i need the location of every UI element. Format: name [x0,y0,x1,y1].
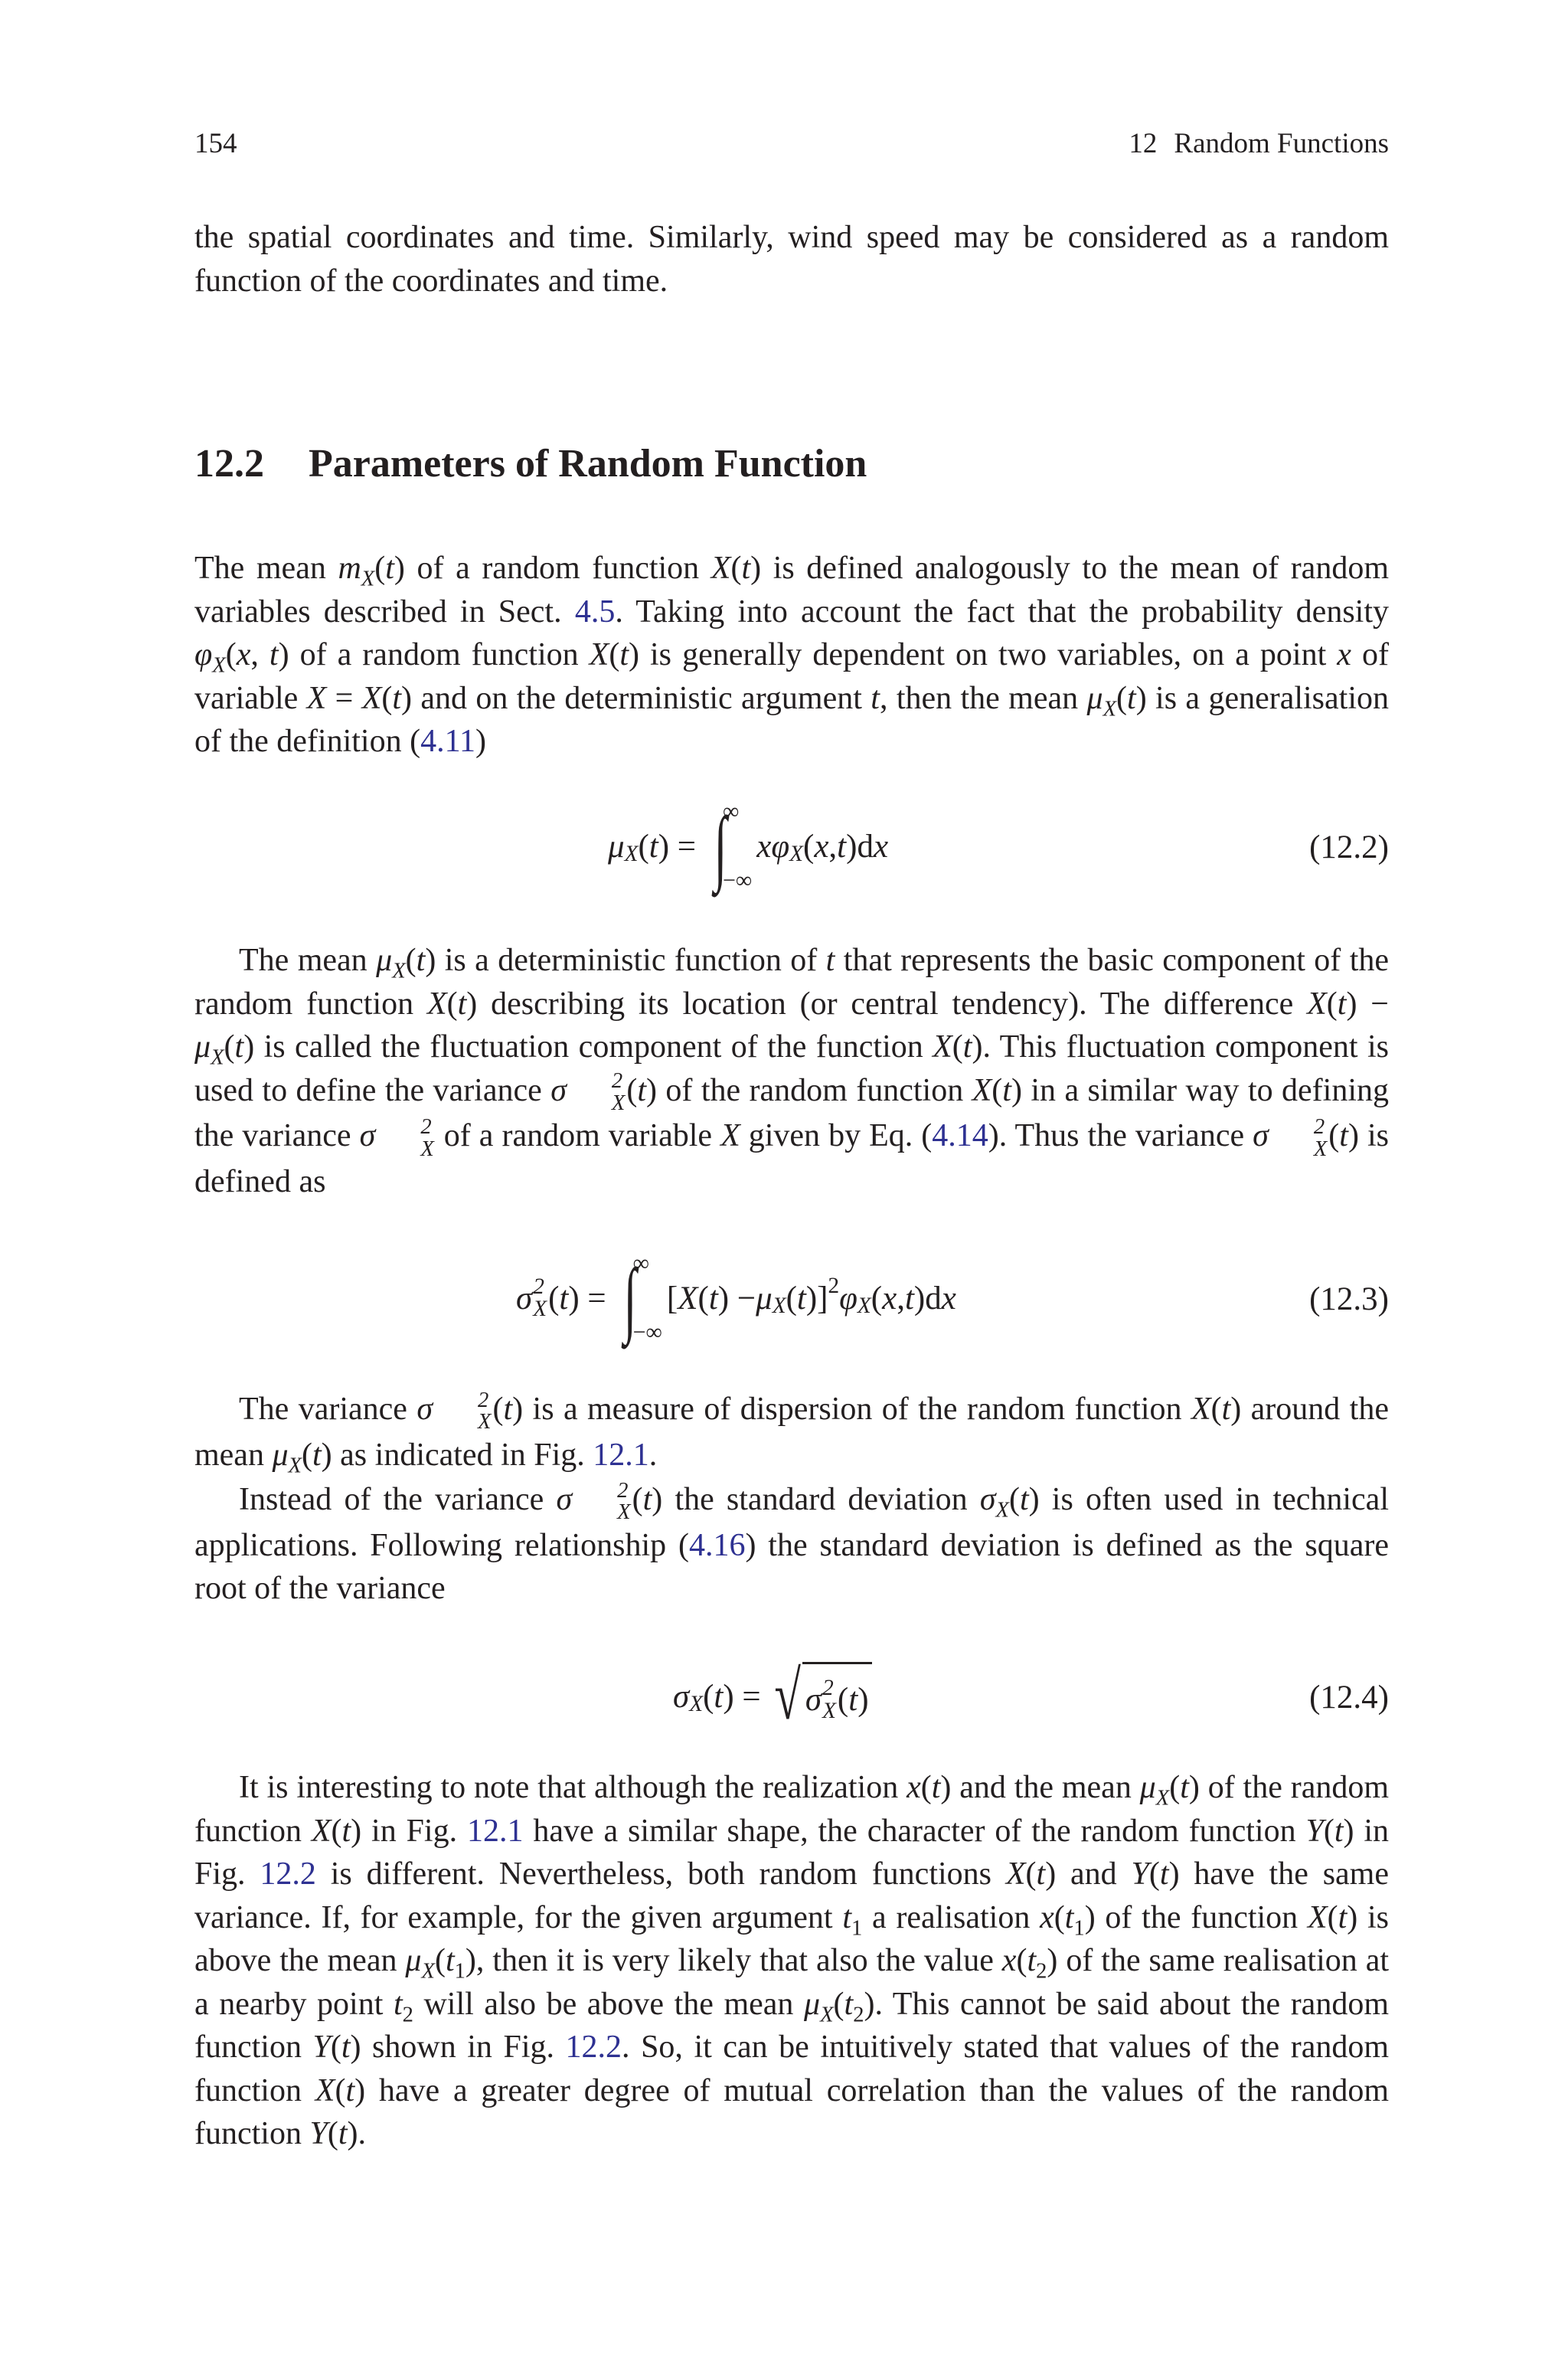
paragraph-dispersion: The variance σ 2 X (t) is a measure of dispersion of the random function X(t) around the mean $\mu_X(t)$ as indicated in Fig. 12.1. [194,1388,1389,1478]
integral-sign: ∫ ∞ −∞ [714,799,753,893]
square-root: √ σ 2 X ( t ) [769,1662,871,1731]
chapter-number: 12 [1129,128,1158,159]
link-fig-12-2[interactable]: 12.2 [260,1856,316,1892]
integral-sign: ∫ ∞ −∞ [624,1251,662,1345]
equation-number-12-2: (12.2) [1309,829,1389,865]
link-fig-12-1[interactable]: 12.1 [593,1437,649,1473]
link-eq-4-11[interactable]: 4.11 [420,724,476,759]
section-heading [194,441,867,487]
section-title: Parameters of Random Function [309,442,867,486]
paragraph-mean-definition: The mean $m_X(t)$ of a random function X(t) is defined analogously to the mean of random variables described in Sect. 4.5. Taking into account the fact that the probability density $\varphi_X(x$, t) of a random function X(t) is generally dependent on two variables, on a point x of variable X = X(t) and on the deterministic argument t, then the mean $\mu_X(t)$ is a generalisation of the definition (4.11) [194,551,1390,759]
link-fig-12-1b[interactable]: 12.1 [466,1813,524,1849]
equation-number-12-4: (12.4) [1309,1680,1389,1716]
link-fig-12-2b[interactable]: 12.2 [565,2030,622,2065]
link-sect-4-5[interactable]: 4.5 [574,594,616,630]
chapter-heading [1129,127,1389,161]
paragraph-standard-deviation: Instead of the variance σ 2 X (t) the standard deviation $\sigma_X(t)$ is often used in technical applications. Following relationship (4.16) the standard deviation is defined as the square root of the variance [194,1478,1389,1607]
equation-12-3: σ 2 X ( t ) = ∫ ∞ −∞ [ X ( t ) − μ $_X$ ( t )] $^2$ φ $_X$ ( x , t )d x (12.3) [516,1251,1389,1345]
equation-12-2: μ $_X$ ( t ) = ∫ ∞ −∞ xφ $_X$ ( x , t )d x (12.2) [608,799,1389,893]
paragraph-fluctuation: The mean $\mu_X(t)$ is a deterministic function of t that represents the basic component of the random function X(t) describing its location (or central tendency). The difference $X(t) - \mu_X(t)$ is called the fluctuation component of the function X(t). This fluctuation component is used to define the variance σ 2 X (t) of the random function X(t) in a similar way to defining the variance σ 2 X of a random variable X given by Eq. (4.14). Thus the variance σ 2 X (t) is defined as [194,943,1390,1200]
page-number: 154 [194,128,237,159]
equation-number-12-3: (12.3) [1309,1281,1389,1317]
link-eq-4-16[interactable]: 4.16 [688,1527,746,1563]
link-eq-4-14[interactable]: 4.14 [932,1118,988,1154]
section-number: 12.2 [194,442,264,486]
paragraph-correlation: It is interesting to note that although the realization x(t) and the mean $\mu_X(t)$ of the random function X(t) in Fig. 12.1 have a similar shape, the character of the random function Y(t) in Fig. 12.2 is different. Nevertheless, both random functions X(t) and Y(t) have the same variance. If, for example, for the given argument $t_1$ a realisation $x(t_1)$ of the function X(t) is above the mean $\mu_X(t_1)$, then it is very likely that also the value $x(t_2)$ of the same realisation at a nearby point $t_2$ will also be above the mean $\mu_X(t_2)$. This cannot be said about the random function Y(t) shown in Fig. 12.2. So, it can be intuitively stated that values of the random function X(t) have a greater degree of mutual correlation than the values of the random function Y(t). [194,1770,1390,2151]
chapter-title: Random Functions [1174,128,1389,159]
intro-paragraph: the spatial coordinates and time. Similarly, wind speed may be considered as a random function of the coordinates and time. [194,220,1389,299]
equation-12-4: σ $_X$ ( t ) = √ σ 2 X ( t ) (12.4) [673,1658,1389,1734]
